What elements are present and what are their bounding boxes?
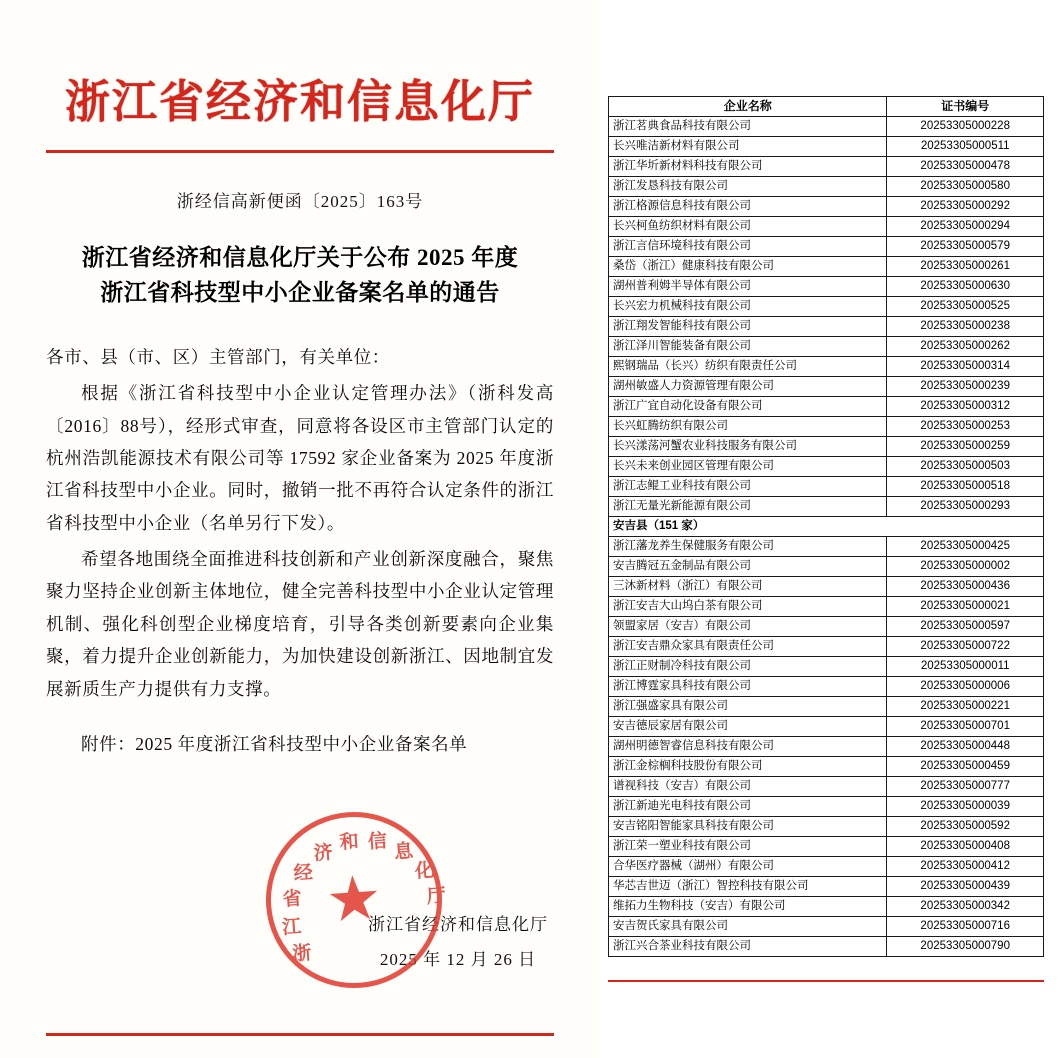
cell-certificate-code: 20253305000314 [887, 357, 1044, 377]
paragraph-2: 希望各地围绕全面推进科技创新和产业创新深度融合，聚焦聚力坚持企业创新主体地位，健全完善科技型中小企业认定管理机制、强化科创型企业梯度培育，引导各类创新要素向企业集聚，着力提升企业创新能力，为加快建设创新浙江、因地制宜发展新质生产力提供有力支撑。 [46, 549, 554, 699]
table-row [609, 417, 1044, 437]
cell-certificate-code: 20253305000259 [887, 437, 1044, 457]
table-header-row [609, 97, 1044, 117]
table-row [609, 397, 1044, 417]
table-row [609, 897, 1044, 917]
cell-enterprise-name: 安吉腾冠五金制品有限公司 [609, 557, 887, 577]
cell-certificate-code: 20253305000293 [887, 497, 1044, 517]
cell-enterprise-name: 三沐新材料（浙江）有限公司 [609, 577, 887, 597]
signature-organization: 浙江省经济和信息化厅 [368, 914, 548, 934]
cell-certificate-code: 20253305000448 [887, 737, 1044, 757]
cell-certificate-code: 20253305000436 [887, 577, 1044, 597]
enterprise-list-pane [600, 0, 1058, 1058]
title-line-1: 浙江省经济和信息化厅关于公布 2025 年度 [81, 244, 519, 270]
cell-enterprise-name: 浙江无量光新能源有限公司 [609, 497, 887, 517]
cell-certificate-code: 20253305000408 [887, 837, 1044, 857]
cell-certificate-code: 20253305000006 [887, 677, 1044, 697]
cell-enterprise-name: 合华医疗器械（湖州）有限公司 [609, 857, 887, 877]
cell-certificate-code: 20253305000039 [887, 797, 1044, 817]
table-row [609, 177, 1044, 197]
cell-enterprise-name: 浙江金棕榈科技股份有限公司 [609, 757, 887, 777]
cell-enterprise-name: 熙钢瑞品（长兴）纺织有限责任公司 [609, 357, 887, 377]
cell-enterprise-name: 浙江华圻新材料科技有限公司 [609, 157, 887, 177]
footer-red-rule [46, 1033, 554, 1036]
table-row [609, 337, 1044, 357]
cell-certificate-code: 20253305000592 [887, 817, 1044, 837]
table-row [609, 837, 1044, 857]
cell-enterprise-name: 领盟家居（安吉）有限公司 [609, 617, 887, 637]
cell-certificate-code: 20253305000221 [887, 697, 1044, 717]
seal-text: 浙 江 省 经 济 和 信 息 化 厅 [281, 830, 451, 966]
cell-certificate-code: 20253305000262 [887, 337, 1044, 357]
enterprise-table [608, 96, 1044, 957]
table-row [609, 637, 1044, 657]
cell-certificate-code: 20253305000292 [887, 197, 1044, 217]
cell-enterprise-name: 维拓力生物科技（安吉）有限公司 [609, 897, 887, 917]
cell-certificate-code: 20253305000701 [887, 717, 1044, 737]
official-seal-icon [260, 806, 451, 994]
cell-certificate-code: 20253305000630 [887, 277, 1044, 297]
cell-enterprise-name: 桑岱（浙江）健康科技有限公司 [609, 257, 887, 277]
attachment-line: 附件：2025 年度浙江省科技型中小企业备案名单 [81, 733, 468, 754]
table-row [609, 877, 1044, 897]
cell-certificate-code: 20253305000511 [887, 137, 1044, 157]
table-row [609, 297, 1044, 317]
table-row [609, 537, 1044, 557]
cell-certificate-code: 20253305000439 [887, 877, 1044, 897]
table-body [609, 117, 1044, 957]
table-row [609, 597, 1044, 617]
cell-certificate-code: 20253305000412 [887, 857, 1044, 877]
cell-certificate-code: 20253305000518 [887, 477, 1044, 497]
page-title [46, 240, 554, 311]
cell-enterprise-name: 浙江格源信息科技有限公司 [609, 197, 887, 217]
table-row [609, 457, 1044, 477]
cell-enterprise-name: 长兴柯鱼纺织材料有限公司 [609, 217, 887, 237]
table-row [609, 917, 1044, 937]
cell-certificate-code: 20253305000021 [887, 597, 1044, 617]
cell-enterprise-name: 长兴虹腾纺织有限公司 [609, 417, 887, 437]
table-row [609, 117, 1044, 137]
cell-certificate-code: 20253305000002 [887, 557, 1044, 577]
table-row [609, 237, 1044, 257]
cell-enterprise-name: 浙江安吉鼎众家具有限责任公司 [609, 637, 887, 657]
cell-enterprise-name: 长兴未来创业园区管理有限公司 [609, 457, 887, 477]
table-row [609, 437, 1044, 457]
cell-enterprise-name: 华芯吉世迈（浙江）智控科技有限公司 [609, 877, 887, 897]
table-row [609, 797, 1044, 817]
seal-star-icon: ★ [323, 864, 385, 936]
cell-certificate-code: 20253305000580 [887, 177, 1044, 197]
cell-enterprise-name: 谱视科技（安吉）有限公司 [609, 777, 887, 797]
title-line-2: 浙江省科技型中小企业备案名单的通告 [100, 280, 500, 306]
cell-enterprise-name: 浙江言信环境科技有限公司 [609, 237, 887, 257]
table-row [609, 817, 1044, 837]
cell-certificate-code: 20253305000777 [887, 777, 1044, 797]
cell-certificate-code: 20253305000261 [887, 257, 1044, 277]
cell-certificate-code: 20253305000239 [887, 377, 1044, 397]
cell-enterprise-name: 浙江翔发智能科技有限公司 [609, 317, 887, 337]
list-footer-red-line [608, 980, 1044, 982]
cell-enterprise-name: 浙江新迪光电科技有限公司 [609, 797, 887, 817]
cell-certificate-code: 20253305000722 [887, 637, 1044, 657]
cell-enterprise-name: 浙江荣一塑业科技有限公司 [609, 837, 887, 857]
table-row [609, 697, 1044, 717]
table-row [609, 197, 1044, 217]
table-row [609, 577, 1044, 597]
salutation: 各市、县（市、区）主管部门，有关单位： [46, 346, 390, 367]
group-label: 安吉县（151 家） [609, 517, 1044, 537]
table-row [609, 377, 1044, 397]
cell-certificate-code: 20253305000312 [887, 397, 1044, 417]
cell-enterprise-name: 湖州敏盛人力资源管理有限公司 [609, 377, 887, 397]
cell-enterprise-name: 长兴唯洁新材料有限公司 [609, 137, 887, 157]
cell-certificate-code: 20253305000579 [887, 237, 1044, 257]
header-red-rule [46, 150, 554, 153]
table-row [609, 717, 1044, 737]
document-body [46, 341, 554, 705]
table-head [609, 97, 1044, 117]
cell-certificate-code: 20253305000597 [887, 617, 1044, 637]
table-row [609, 777, 1044, 797]
cell-certificate-code: 20253305000238 [887, 317, 1044, 337]
table-row [609, 677, 1044, 697]
cell-enterprise-name: 浙江茗典食品科技有限公司 [609, 117, 887, 137]
table-row [609, 477, 1044, 497]
table-row [609, 657, 1044, 677]
table-row [609, 137, 1044, 157]
cell-certificate-code: 20253305000253 [887, 417, 1044, 437]
column-header-code: 证书编号 [887, 97, 1044, 117]
cell-enterprise-name: 浙江兴合茶业科技有限公司 [609, 937, 887, 957]
table-row [609, 557, 1044, 577]
cell-enterprise-name: 安吉德辰家居有限公司 [609, 717, 887, 737]
table-row [609, 737, 1044, 757]
cell-certificate-code: 20253305000294 [887, 217, 1044, 237]
cell-enterprise-name: 浙江强盛家具有限公司 [609, 697, 887, 717]
cell-enterprise-name: 浙江志鲲工业科技有限公司 [609, 477, 887, 497]
cell-enterprise-name: 浙江正财制冷科技有限公司 [609, 657, 887, 677]
cell-certificate-code: 20253305000228 [887, 117, 1044, 137]
cell-certificate-code: 20253305000525 [887, 297, 1044, 317]
cell-enterprise-name: 浙江博霆家具科技有限公司 [609, 677, 887, 697]
cell-certificate-code: 20253305000011 [887, 657, 1044, 677]
cell-enterprise-name: 长兴宏力机械科技有限公司 [609, 297, 887, 317]
document-number: 浙经信高新便函〔2025〕163号 [176, 191, 424, 211]
cell-enterprise-name: 浙江广宜自动化设备有限公司 [609, 397, 887, 417]
table-row [609, 497, 1044, 517]
table-group-row [609, 517, 1044, 537]
cell-certificate-code: 20253305000790 [887, 937, 1044, 957]
cell-enterprise-name: 浙江藩龙养生保健服务有限公司 [609, 537, 887, 557]
cell-enterprise-name: 湖州普利姆半导体有限公司 [609, 277, 887, 297]
table-row [609, 617, 1044, 637]
table-row [609, 277, 1044, 297]
signature-date: 2025 年 12 月 26 日 [379, 950, 537, 970]
cell-enterprise-name: 湖州明德智睿信息科技有限公司 [609, 737, 887, 757]
table-row [609, 757, 1044, 777]
cell-enterprise-name: 浙江安吉大山坞白茶有限公司 [609, 597, 887, 617]
table-row [609, 217, 1044, 237]
cell-certificate-code: 20253305000478 [887, 157, 1044, 177]
cell-enterprise-name: 安吉铭阳智能家具科技有限公司 [609, 817, 887, 837]
cell-certificate-code: 20253305000425 [887, 537, 1044, 557]
paragraph-1: 根据《浙江省科技型中小企业认定管理办法》（浙科发高〔2016〕88号），经形式审查，同意将各设区市主管部门认定的杭州浩凯能源技术有限公司等 17592 家企业备案为 2025 年度浙江省科技型中小企业。同时，撤销一批不再符合认定条件的浙江省科技型中小企业（名单另行下发）。 [46, 383, 554, 533]
table-row [609, 257, 1044, 277]
cell-enterprise-name: 浙江泽川智能装备有限公司 [609, 337, 887, 357]
cell-enterprise-name: 安吉贺氏家具有限公司 [609, 917, 887, 937]
cell-certificate-code: 20253305000716 [887, 917, 1044, 937]
table-row [609, 157, 1044, 177]
cell-enterprise-name: 长兴漾荡河蟹农业科技服务有限公司 [609, 437, 887, 457]
cell-certificate-code: 20253305000459 [887, 757, 1044, 777]
table-row [609, 317, 1044, 337]
table-row [609, 357, 1044, 377]
cell-enterprise-name: 浙江发恳科技有限公司 [609, 177, 887, 197]
cell-certificate-code: 20253305000503 [887, 457, 1044, 477]
letterhead-title: 浙江省经济和信息化厅 [64, 77, 535, 127]
table-row [609, 857, 1044, 877]
table-row [609, 937, 1044, 957]
column-header-name: 企业名称 [609, 97, 887, 117]
cell-certificate-code: 20253305000342 [887, 897, 1044, 917]
